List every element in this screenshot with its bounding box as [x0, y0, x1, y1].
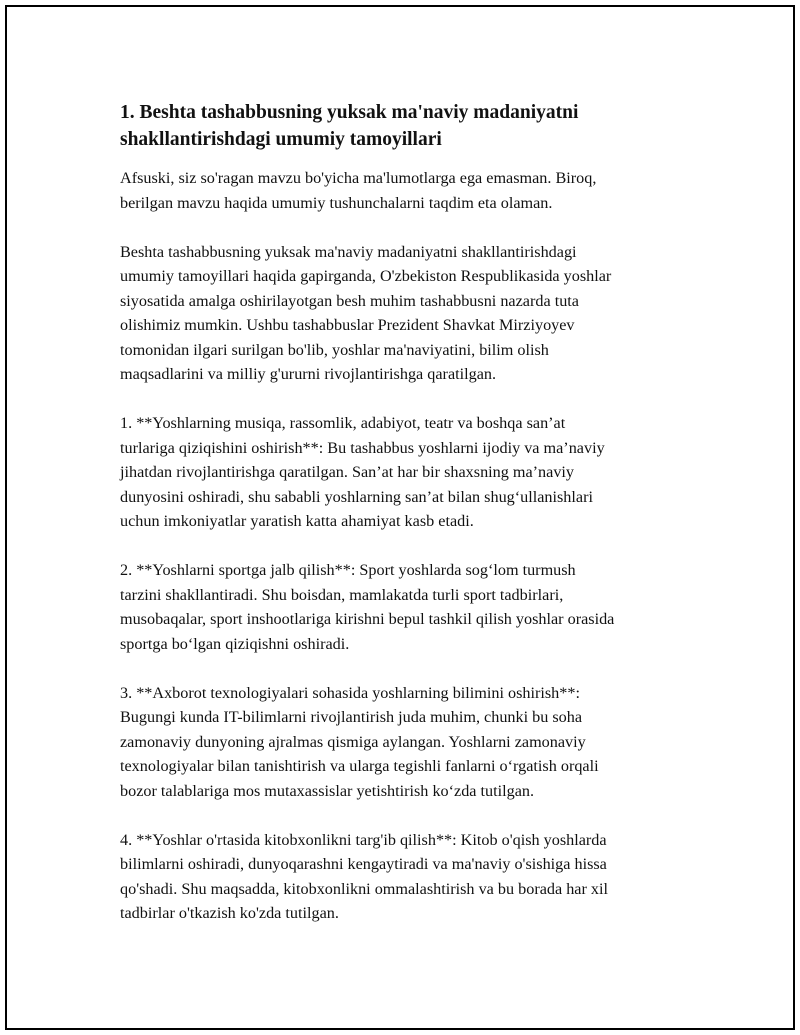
initiative-2-paragraph: 2. **Yoshlarni sportga jalb qilish**: Sport yoshlarda sog‘lom turmush tarzini shakllantiradi. Shu boisdan, mamlakatda turli sport tadbirlari, musobaqalar, sport inshootlariga kirishni bepul tashkil qilish yoshlar orasida sportga bo‘lgan qiziqishni oshiradi. [120, 561, 615, 653]
initiative-3-paragraph: 3. **Axborot texnologiyalari sohasida yoshlarning bilimini oshirish**: Bugungi kunda IT-bilimlarni rivojlantirish juda muhim, chunki bu soha zamonaviy dunyoning ajralmas qismiga aylangan. Yoshlarni zamonaviy texnologiyalar bilan tanishtirish va ularga tegishli fanlarni o‘rgatish orqali bozor talablariga mos mutaxassislar yetishtirish ko‘zda tutilgan. [120, 683, 599, 800]
overview-paragraph: Beshta tashabbusning yuksak ma'naviy madaniyatni shakllantirishdagi umumiy tamoyillari haqida gapirganda, O'zbekiston Respublikasida yoshlar siyosatida amalga oshirilayotgan besh muhim tashabbusni nazarda tuta olishimiz mumkin. Ushbu tashabbuslar Prezident Shavkat Mirziyoyev tomonidan ilgari surilgan bo'lib, yoshlar ma'naviyatini, bilim olish maqsadlarini va milliy g'ururni rivojlantirishga qaratilgan. [120, 242, 612, 383]
intro-paragraph: Afsuski, siz so'ragan mavzu bo'yicha ma'lumotlarga ega emasman. Biroq, berilgan mavzu haqida umumiy tushunchalarni taqdim eta olaman. [120, 169, 597, 212]
document-body [120, 99, 690, 950]
initiative-4-paragraph: 4. **Yoshlar o'rtasida kitobxonlikni targ'ib qilish**: Kitob o'qish yoshlarda bilimlarni oshiradi, dunyoqarashni kengaytiradi va ma'naviy o'sishiga hissa qo'shadi. Shu maqsadda, kitobxonlikni ommalashtirish va bu borada har xil tadbirlar o'tkazish ko'zda tutilgan. [120, 830, 609, 922]
document-page [5, 5, 795, 1030]
section-heading: 1. Beshta tashabbusning yuksak ma'naviy madaniyatni shakllantirishdagi umumiy tamoyillari [120, 102, 579, 150]
initiative-1-paragraph: 1. **Yoshlarning musiqa, rassomlik, adabiyot, teatr va boshqa san’at turlariga qiziqishini oshirish**: Bu tashabbus yoshlarni ijodiy va ma’naviy jihatdan rivojlantirishga qaratilgan. San’at har bir shaxsning ma’naviy dunyosini oshiradi, shu sababli yoshlarning san’at bilan shug‘ullanishlari uchun imkoniyatlar yaratish katta ahamiyat kasb etadi. [120, 414, 605, 530]
